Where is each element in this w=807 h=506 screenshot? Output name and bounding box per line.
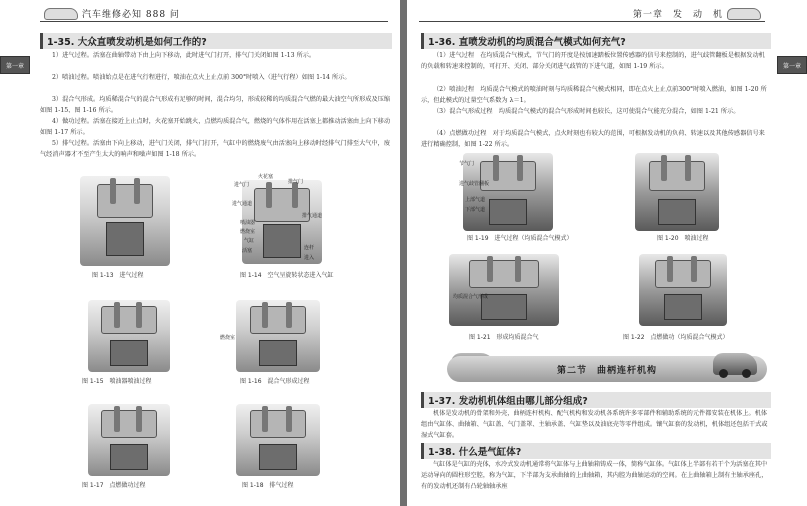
label-exhaust-port: 排气通道 bbox=[302, 213, 323, 219]
label-connecting-rod: 连杆 bbox=[304, 245, 315, 251]
caption-1-18: 图 1-18 排气过程 bbox=[242, 482, 294, 489]
right-page bbox=[407, 0, 807, 506]
caption-1-14: 图 1-14 空气呈旋转状态进入气缸 bbox=[240, 272, 334, 279]
q35-paragraph-5: 5）排气过程。活塞由下向上移动，进气门关闭，排气门打开，气缸中的燃烧废气由活塞向上移动时经排气门排至大气中，废气经消声器才不至产生太大的响声和噪声如图 1-18 所示。 bbox=[40, 140, 391, 158]
intake-stroke-illustration bbox=[80, 176, 170, 266]
figure-1-21 bbox=[449, 254, 559, 326]
q38-paragraph-1: 气缸体是气缸的壳体，水冷式发动机通常将气缸体与上曲轴箱铸成一体，简称气缸体。气缸体上半部有若干个为活塞在其中运动导向的圆柱形空腔，称为气缸，下半部为支承曲轴的上曲轴箱，其内腔为曲轴运动的空间。在上曲轴箱上制有主轴承座孔，有的发动机还制有凸轮轴轴承座 bbox=[421, 461, 768, 490]
label-intake-port: 进气通道 bbox=[232, 201, 253, 207]
caption-1-16: 图 1-16 混合气形成过程 bbox=[240, 378, 310, 385]
label-exhaust-valve: 排气门 bbox=[288, 179, 304, 185]
label-mixture-formation: 均质混合气形成 bbox=[453, 294, 489, 300]
label-throttle: 节气门 bbox=[459, 161, 475, 167]
label-enter: 进入 bbox=[304, 255, 315, 261]
left-page-header bbox=[40, 6, 388, 22]
power-stroke-illustration bbox=[88, 404, 170, 476]
label-injector: 喷油器 bbox=[240, 220, 256, 226]
figure-1-13 bbox=[80, 176, 170, 268]
caption-1-22: 图 1-22 点燃做功（均质混合气模式） bbox=[623, 334, 729, 341]
q35-paragraph-3: 3）混合气形成。均质稀混合气的混合气形成有足够的时间，混合均匀，形成较稀的均质混合气燃的最大油空气所形成及压缩如图 1-15、图 1-16 所示。 bbox=[40, 96, 391, 114]
caption-1-20: 图 1-20 喷油过程 bbox=[657, 235, 709, 242]
label-piston: 活塞 bbox=[242, 248, 253, 254]
q35-paragraph-2: 2）喷油过程。喷油始点是在进气行程进行，喷油在点火上止点前 300°时喷入（进气行程）如图 1-14 所示。 bbox=[52, 74, 351, 81]
left-header-title: 汽车维修必知 888 问 bbox=[82, 10, 180, 20]
car-logo-icon bbox=[727, 8, 761, 20]
label-manifold-flap: 进气歧管翻板 bbox=[459, 181, 490, 187]
caption-1-21: 图 1-21 形成均质混合气 bbox=[469, 334, 539, 341]
q36-paragraph-3: （3）混合气形成过程 均质混合气模式的混合气形成时间也较长，这可使混合气能充分混合，如图 1-21 所示。 bbox=[433, 108, 740, 115]
q37-paragraph-1: 机体是发动机的骨架和外壳，曲柄连杆机构、配气机构和发动机各系统许多零部件和辅助系统的元件都安装在机体上。机体组由气缸体、曲轴箱、气缸盖、气门盖罩、主轴承盖、气缸垫以及油底壳等零件组成。镶气缸套的发动机，机体组还包括干式或湿式气缸套。 bbox=[421, 410, 768, 439]
exhaust-stroke-illustration bbox=[236, 404, 320, 476]
car-logo-icon bbox=[44, 8, 78, 20]
label-cylinder: 气缸 bbox=[244, 238, 255, 244]
figure-1-22 bbox=[639, 254, 727, 326]
figure-1-15 bbox=[88, 300, 170, 372]
caption-1-15: 图 1-15 喷油器喷油过程 bbox=[82, 378, 152, 385]
caption-1-19: 图 1-19 进气过程（均质混合气模式） bbox=[467, 235, 573, 242]
label-lower-port: 下部气道 bbox=[465, 207, 486, 213]
injection-illustration bbox=[88, 300, 170, 372]
homogeneous-mixture-illustration bbox=[449, 254, 559, 326]
question-1-38-title: 1-38. 什么是气缸体? bbox=[421, 443, 771, 459]
right-header-title: 第一章 发 动 机 bbox=[632, 10, 723, 20]
section-banner: 第二节 曲柄连杆机构 bbox=[447, 356, 767, 382]
homogeneous-ignition-illustration bbox=[639, 254, 727, 326]
label-intake-valve: 进气门 bbox=[234, 182, 250, 188]
homogeneous-intake-illustration bbox=[463, 153, 553, 231]
caption-1-13: 图 1-13 进气过程 bbox=[92, 272, 144, 279]
chapter-tab-right: 第一章 bbox=[777, 56, 807, 74]
figure-1-20 bbox=[635, 153, 719, 231]
q36-paragraph-1: （1）进气过程 在均质混合气模式，节气门的开度是按加速踏板位置传感器的信号来控制的，进气歧管翻板是根据发动机的负载和转速来控制的，可打开、关闭、部分关闭进气歧管的下进气道，如图 1-19 所示。 bbox=[421, 52, 765, 70]
homogeneous-injection-illustration bbox=[635, 153, 719, 231]
caption-1-17: 图 1-17 点燃做功过程 bbox=[82, 482, 146, 489]
question-1-37-title: 1-37. 发动机机体组由哪儿部分组成? bbox=[421, 392, 771, 408]
label-upper-port: 上部气道 bbox=[465, 197, 486, 203]
q36-paragraph-4: （4）点燃做功过程 对于均质混合气模式，点火时刻也有较大的范围，可根据发动机的负荷、转速以及其他传感器信号来进行精确控制，如图 1-22 所示。 bbox=[421, 130, 765, 148]
chapter-tab-left: 第一章 bbox=[0, 56, 30, 74]
mixture-formation-illustration bbox=[236, 300, 320, 372]
question-1-36-title: 1-36. 直喷发动机的均质混合气模式如何充气? bbox=[421, 33, 771, 49]
right-page-header bbox=[419, 6, 765, 22]
left-page bbox=[0, 0, 400, 506]
book-gutter bbox=[400, 0, 407, 506]
figure-1-18 bbox=[236, 404, 320, 476]
car-illustration-right bbox=[713, 353, 757, 375]
label-combustion-chamber-2: 燃烧室 bbox=[220, 335, 236, 341]
q35-paragraph-1: 1）进气过程。活塞在曲轴带动下由上向下移动，此时进气门打开，排气门关闭如图 1-13 所示。 bbox=[52, 52, 316, 59]
figure-1-19 bbox=[463, 153, 553, 231]
question-1-35-title: 1-35. 大众直喷发动机是如何工作的? bbox=[40, 33, 392, 49]
label-combustion-chamber: 燃烧室 bbox=[240, 229, 256, 235]
figure-1-17 bbox=[88, 404, 170, 476]
figure-1-16 bbox=[236, 300, 320, 372]
q36-paragraph-2: （2）喷油过程 均质混合气模式的喷油时刻与均质稀混合气模式相同，即在点火上止点前300°时喷入燃油，如图 1-20 所示，但此模式的过量空气系数为 λ＝1。 bbox=[421, 86, 767, 104]
label-spark-plug: 火花塞 bbox=[258, 174, 274, 180]
q35-paragraph-4: 4）做功过程。活塞在接近上止点时，火花塞开始跳火，点燃均质混合气，燃烧的气体作用在活塞上都推动活塞由上向下移动如图 1-17 所示。 bbox=[40, 118, 391, 136]
